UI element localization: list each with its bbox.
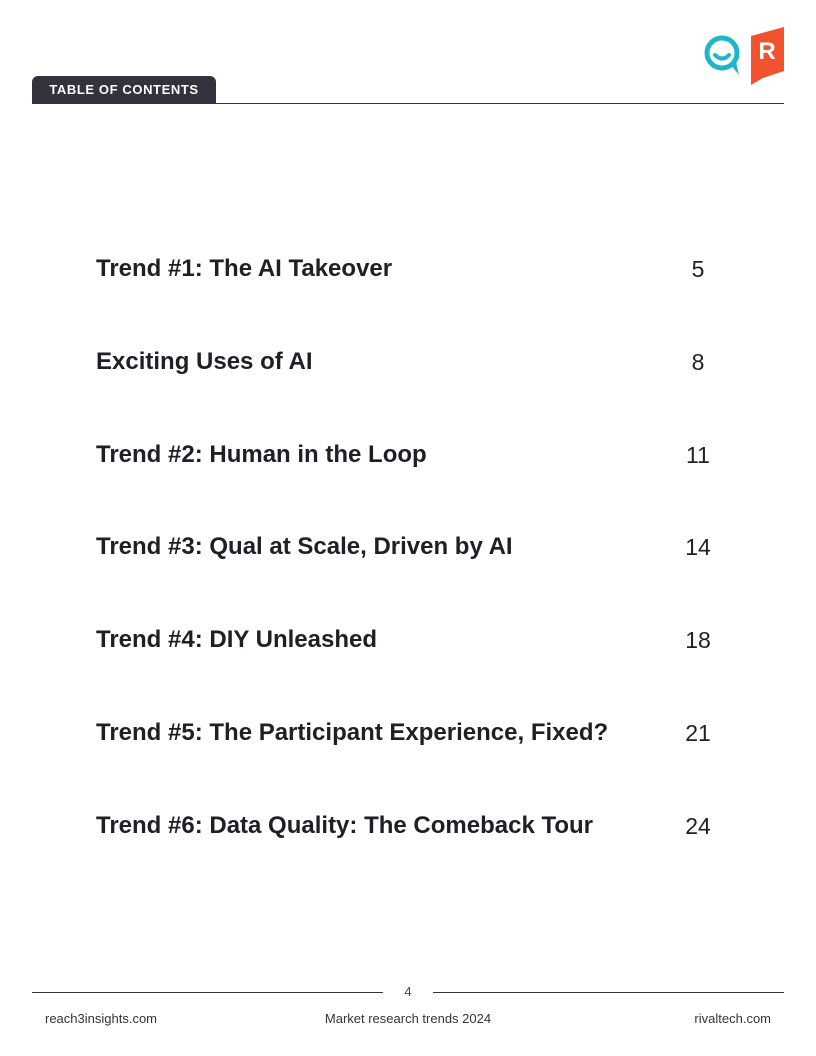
footer-link-reach3[interactable]: reach3insights.com bbox=[45, 1011, 157, 1026]
toc-entry-title[interactable]: Trend #3: Qual at Scale, Driven by AI bbox=[96, 533, 513, 560]
footer-divider-left bbox=[32, 992, 383, 993]
toc-entry[interactable] bbox=[96, 716, 736, 750]
toc-entry[interactable] bbox=[96, 809, 736, 843]
footer-link-rivaltech[interactable]: rivaltech.com bbox=[694, 1011, 771, 1026]
footer-report-title: Market research trends 2024 bbox=[324, 1011, 492, 1026]
toc-entry[interactable] bbox=[96, 252, 736, 286]
logo-letter: R bbox=[758, 38, 776, 65]
toc-entry-page[interactable]: 18 bbox=[685, 627, 711, 653]
toc-entry-title[interactable]: Trend #5: The Participant Experience, Fixed? bbox=[96, 719, 609, 746]
toc-entry-page[interactable]: 11 bbox=[686, 442, 710, 468]
toc-entry[interactable] bbox=[96, 345, 736, 379]
speech-bubble-r-logo-icon bbox=[749, 26, 786, 86]
footer-divider-right bbox=[433, 992, 784, 993]
section-tab: TABLE OF CONTENTS bbox=[32, 76, 216, 104]
toc-entry-page[interactable]: 14 bbox=[685, 534, 711, 560]
toc-entry-title[interactable]: Trend #2: Human in the Loop bbox=[96, 441, 427, 468]
toc-entry[interactable] bbox=[96, 530, 736, 564]
toc-entry-page[interactable]: 8 bbox=[691, 349, 705, 375]
toc-entry-title[interactable]: Trend #6: Data Quality: The Comeback Tour bbox=[96, 812, 593, 839]
toc-entry-title[interactable]: Trend #4: DIY Unleashed bbox=[96, 626, 377, 653]
toc-entry-title[interactable]: Exciting Uses of AI bbox=[96, 348, 313, 375]
toc-entry[interactable] bbox=[96, 623, 736, 657]
toc-entry[interactable] bbox=[96, 438, 736, 472]
toc-entry-title[interactable]: Trend #1: The AI Takeover bbox=[96, 255, 393, 282]
speech-bubble-q-logo-icon bbox=[703, 34, 743, 76]
toc-entry-page[interactable]: 5 bbox=[691, 256, 705, 282]
page-number: 4 bbox=[404, 984, 412, 999]
toc-entry-page[interactable]: 21 bbox=[685, 720, 711, 746]
toc-entry-page[interactable]: 24 bbox=[685, 813, 711, 839]
header-divider bbox=[32, 103, 784, 104]
